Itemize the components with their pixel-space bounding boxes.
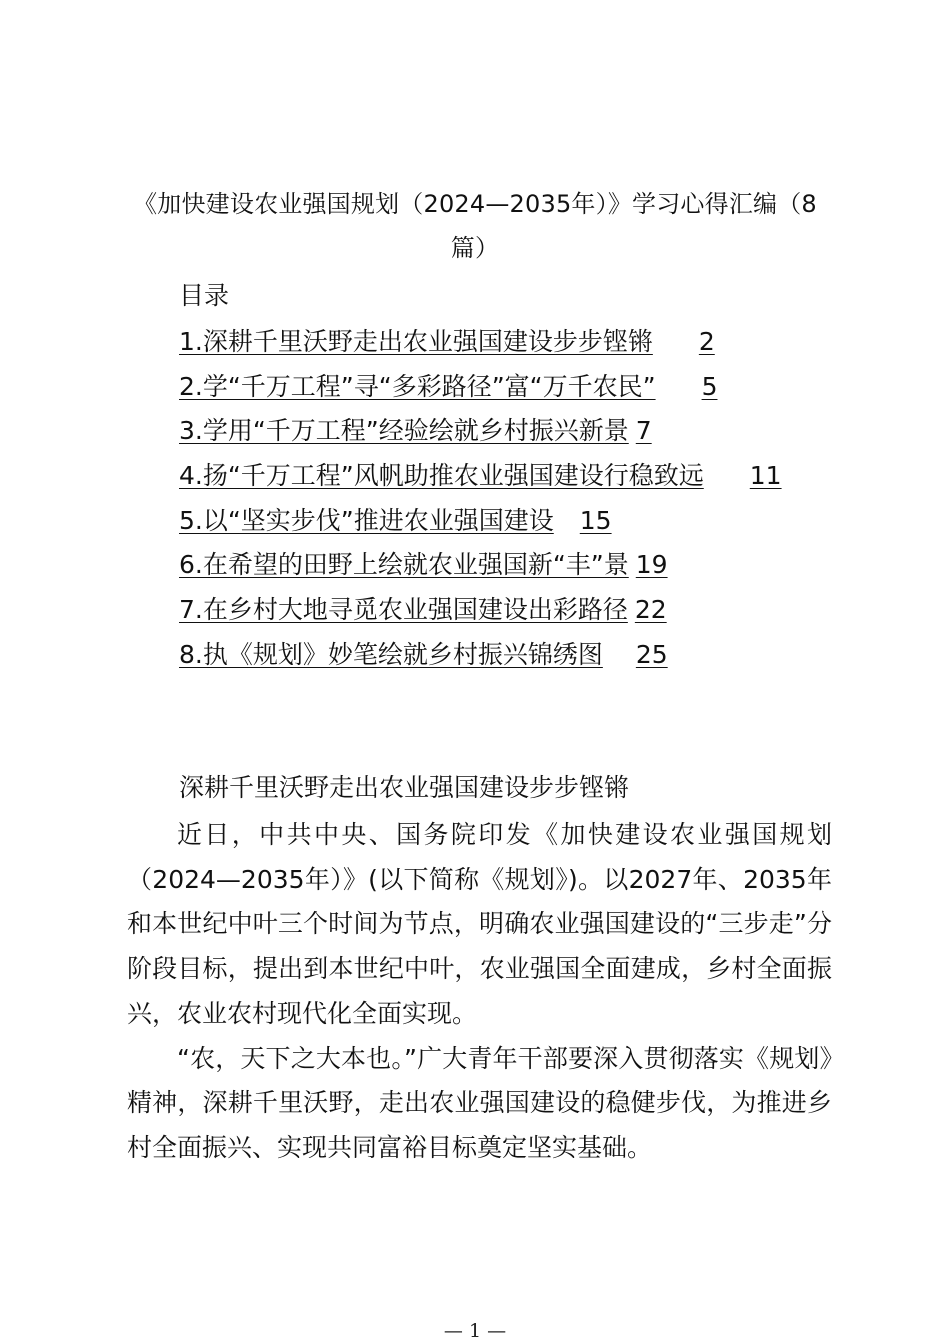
toc-item-label: 4.扬“千万工程”风帆助推农业强国建设行稳致远 — [179, 461, 704, 491]
toc-link[interactable] — [179, 327, 715, 356]
toc-link[interactable] — [179, 506, 612, 535]
toc-item-page: 7 — [635, 416, 652, 446]
toc-item — [179, 635, 782, 680]
toc-item-label: 5.以“坚实步伐”推进农业强国建设 — [179, 505, 554, 535]
toc-item-label: 7.在乡村大地寻觅农业强国建设出彩路径 — [179, 595, 628, 625]
toc-item-page: 22 — [634, 595, 667, 625]
article-body — [127, 813, 832, 1171]
toc-link[interactable] — [179, 640, 668, 669]
toc-item — [179, 501, 782, 546]
toc-item — [179, 411, 782, 456]
toc-item-label: 3.学用“千万工程”经验绘就乡村振兴新景 — [179, 416, 629, 446]
toc-item-page: 5 — [701, 371, 718, 401]
toc-link[interactable] — [179, 372, 717, 401]
toc-item-page: 15 — [579, 505, 612, 535]
table-of-contents — [179, 322, 782, 680]
article-title: 深耕千里沃野走出农业强国建设步步铿锵 — [179, 773, 630, 802]
toc-item — [179, 456, 782, 501]
toc-item-page: 25 — [635, 639, 668, 669]
article-paragraph: “农，天下之大本也。”广大青年干部要深入贯彻落实《规划》精神，深耕千里沃野，走出农业强国建设的稳健步伐，为推进乡村全面振兴、实现共同富裕目标奠定坚实基础。 — [127, 1043, 832, 1162]
toc-item-page: 19 — [635, 550, 668, 580]
toc-link[interactable] — [179, 461, 782, 490]
toc-heading: 目录 — [179, 281, 230, 310]
toc-link[interactable] — [179, 416, 652, 445]
article-paragraph: 近日，中共中央、国务院印发《加快建设农业强国规划（2024—2035年）》(以下简称《规划》)。以2027年、2035年和本世纪中叶三个时间为节点，明确农业强国建设的“三步走”分阶段目标，提出到本世纪中叶，农业强国全面建成，乡村全面振兴，农业农村现代化全面实现。 — [127, 820, 832, 1028]
toc-item-label: 2.学“千万工程”寻“多彩路径”富“万千农民” — [179, 371, 656, 401]
toc-link[interactable] — [179, 550, 668, 579]
toc-item-page: 2 — [698, 327, 715, 356]
toc-link[interactable] — [179, 595, 667, 624]
toc-item-label: 6.在希望的田野上绘就农业强国新“丰”景 — [179, 550, 629, 580]
document-title: 《加快建设农业强国规划（2024—2035年）》学习心得汇编（8篇） — [133, 190, 817, 262]
toc-item — [179, 322, 782, 367]
toc-item — [179, 545, 782, 590]
toc-item-label: 1.深耕千里沃野走出农业强国建设步步铿锵 — [179, 327, 653, 356]
toc-item — [179, 367, 782, 412]
page-number: — 1 — — [443, 1320, 507, 1342]
toc-item — [179, 590, 782, 635]
toc-item-label: 8.执《规划》妙笔绘就乡村振兴锦绣图 — [179, 639, 603, 669]
toc-item-page: 11 — [749, 461, 782, 491]
